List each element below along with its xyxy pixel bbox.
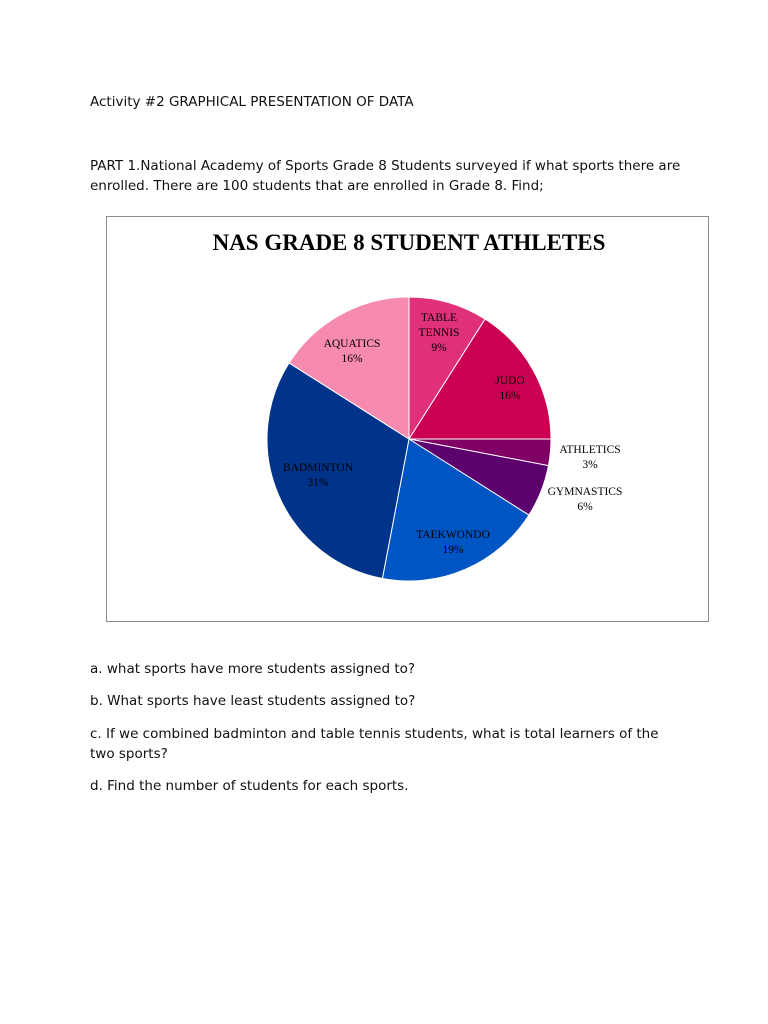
pie-chart-frame bbox=[106, 216, 709, 622]
pie-label-judo-pct: 16% bbox=[499, 390, 521, 402]
chart-title: NAS GRADE 8 STUDENT ATHLETES bbox=[212, 230, 606, 255]
pie-label-table-tennis-pct: 9% bbox=[431, 342, 447, 354]
pie-label-aquatics-pct: 16% bbox=[341, 353, 363, 365]
pie-label-athletics-name: ATHLETICS bbox=[559, 444, 621, 456]
question-d: d. Find the number of students for each sports. bbox=[90, 778, 409, 794]
intro-line-1: PART 1.National Academy of Sports Grade 8 Students surveyed if what sports there are bbox=[90, 158, 681, 174]
question-b: b. What sports have least students assigned to? bbox=[90, 693, 416, 709]
pie-slices bbox=[267, 297, 551, 581]
pie-label-table-tennis-name: TABLE bbox=[420, 312, 458, 324]
pie-label-gymnastics-name: GYMNASTICS bbox=[547, 486, 623, 498]
pie-label-athletics-pct: 3% bbox=[582, 459, 598, 471]
pie-label-table-tennis-name: TENNIS bbox=[418, 327, 460, 339]
pie-label-aquatics-name: AQUATICS bbox=[323, 338, 381, 350]
pie-label-judo-name: JUDO bbox=[495, 375, 525, 387]
question-a: a. what sports have more students assigned to? bbox=[90, 661, 416, 677]
intro-line-2: enrolled. There are 100 students that are enrolled in Grade 8. Find; bbox=[90, 178, 544, 194]
pie-label-gymnastics-pct: 6% bbox=[577, 501, 593, 513]
activity-heading: Activity #2 GRAPHICAL PRESENTATION OF DATA bbox=[90, 94, 414, 110]
pie-label-badminton-pct: 31% bbox=[307, 477, 329, 489]
pie-label-taekwondo-pct: 19% bbox=[442, 544, 464, 556]
question-c-line-1: c. If we combined badminton and table tennis students, what is total learners of the bbox=[90, 726, 659, 742]
pie-label-badminton-name: BADMINTON bbox=[282, 462, 354, 474]
question-c-line-2: two sports? bbox=[90, 746, 168, 762]
pie-chart bbox=[107, 217, 708, 621]
pie-label-taekwondo-name: TAEKWONDO bbox=[416, 529, 490, 541]
